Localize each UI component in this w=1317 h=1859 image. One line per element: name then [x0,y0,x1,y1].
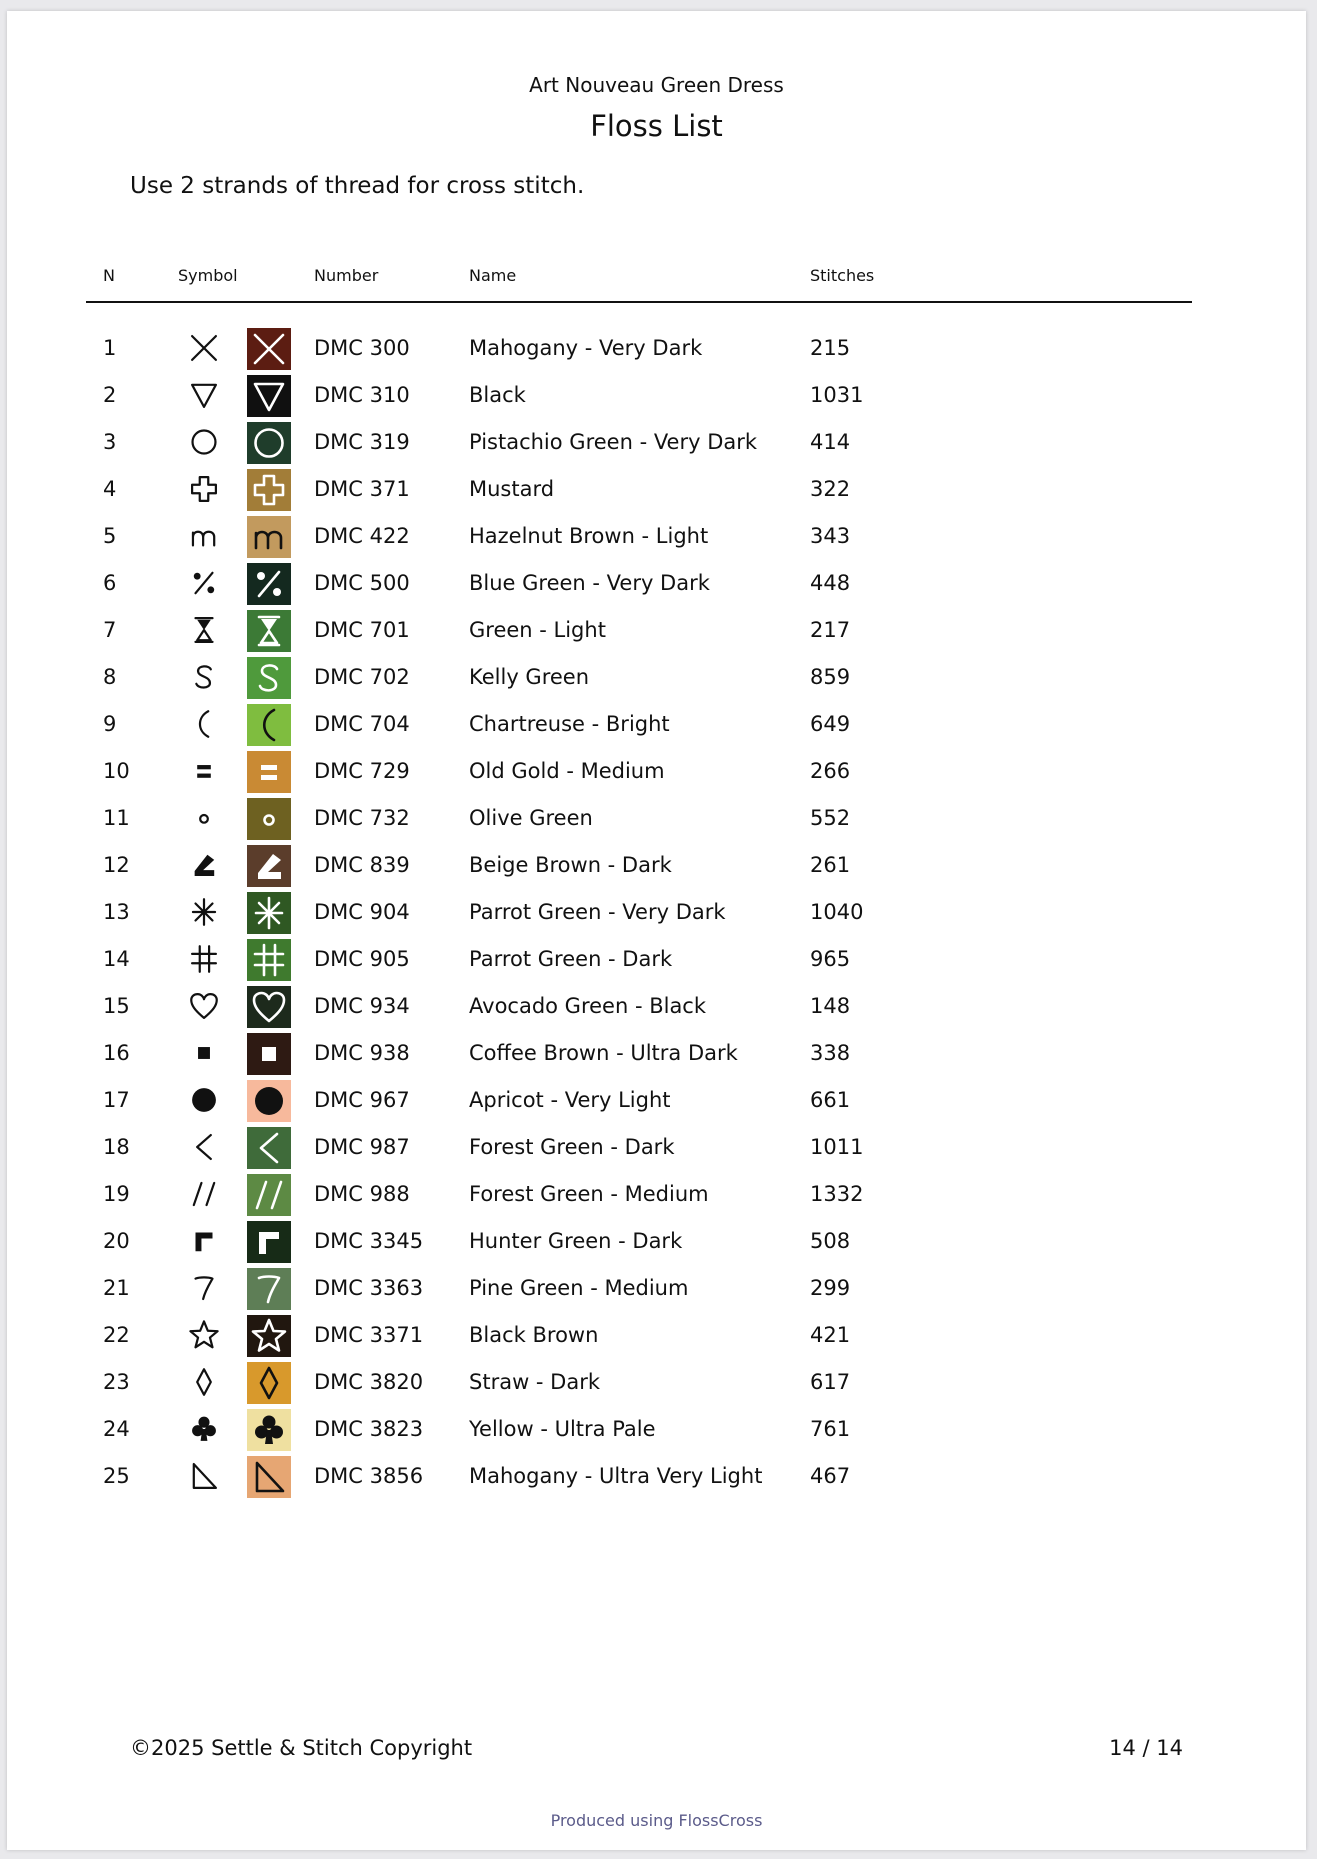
color-swatch [247,845,291,887]
table-row [7,985,1306,1032]
angle-icon [187,848,221,882]
floss-name: Black [469,383,526,407]
floss-number: DMC 732 [314,806,410,830]
triangle-down-icon [187,378,221,412]
header-number: Number [314,266,379,285]
square-icon [187,1036,221,1070]
floss-name: Straw - Dark [469,1370,601,1394]
row-number: 24 [103,1417,130,1441]
floss-name: Mustard [469,477,555,501]
floss-number: DMC 3823 [314,1417,424,1441]
floss-name: Parrot Green - Very Dark [469,900,726,924]
table-row [7,1267,1306,1314]
color-swatch [247,1268,291,1310]
stitch-count: 661 [810,1088,851,1112]
floss-name: Mahogany - Very Dark [469,336,703,360]
table-row [7,1126,1306,1173]
hourglass-icon [187,613,221,647]
floss-number: DMC 702 [314,665,410,689]
floss-number: DMC 704 [314,712,410,736]
stitch-count: 467 [810,1464,851,1488]
star-icon [187,1318,221,1352]
floss-name: Beige Brown - Dark [469,853,672,877]
color-swatch [247,328,291,370]
row-number: 5 [103,524,117,548]
color-swatch [247,1409,291,1451]
row-number: 21 [103,1276,130,1300]
percent-icon [187,566,221,600]
floss-name: Avocado Green - Black [469,994,707,1018]
heart-icon [187,989,221,1023]
floss-number: DMC 3856 [314,1464,424,1488]
floss-name: Pine Green - Medium [469,1276,689,1300]
floss-name: Parrot Green - Dark [469,947,673,971]
s-icon [187,660,221,694]
floss-number: DMC 500 [314,571,410,595]
floss-number: DMC 839 [314,853,410,877]
double-slash-icon [187,1177,221,1211]
document-page [7,11,1306,1850]
table-row [7,656,1306,703]
row-number: 6 [103,571,117,595]
floss-number: DMC 701 [314,618,410,642]
floss-name: Forest Green - Medium [469,1182,709,1206]
color-swatch [247,1315,291,1357]
floss-name: Black Brown [469,1323,599,1347]
row-number: 10 [103,759,130,783]
color-swatch [247,751,291,793]
table-row [7,468,1306,515]
header-symbol: Symbol [178,266,238,285]
stitch-count: 261 [810,853,851,877]
header-divider [86,301,1192,303]
row-number: 14 [103,947,130,971]
floss-name: Olive Green [469,806,593,830]
stitch-count: 508 [810,1229,851,1253]
row-number: 9 [103,712,117,736]
floss-name: Mahogany - Ultra Very Light [469,1464,763,1488]
page-number: 14 / 14 [1109,1736,1183,1760]
color-swatch [247,1080,291,1122]
floss-number: DMC 3345 [314,1229,424,1253]
table-row [7,1220,1306,1267]
color-swatch [247,375,291,417]
row-number: 11 [103,806,130,830]
hash-icon [187,942,221,976]
floss-number: DMC 422 [314,524,410,548]
table-row [7,703,1306,750]
table-row [7,797,1306,844]
stitch-count: 1040 [810,900,864,924]
stitch-count: 761 [810,1417,851,1441]
equals-icon [187,754,221,788]
color-swatch [247,892,291,934]
row-number: 22 [103,1323,130,1347]
seven-icon [187,1271,221,1305]
page-title: Floss List [590,109,723,143]
row-number: 7 [103,618,117,642]
table-row [7,1173,1306,1220]
row-number: 20 [103,1229,130,1253]
row-number: 1 [103,336,117,360]
row-number: 25 [103,1464,130,1488]
floss-name: Old Gold - Medium [469,759,665,783]
row-number: 15 [103,994,130,1018]
cross-icon [187,331,221,365]
copyright-text: ©2025 Settle & Stitch Copyright [130,1736,473,1760]
floss-number: DMC 905 [314,947,410,971]
color-swatch [247,469,291,511]
diamond-icon [187,1365,221,1399]
row-number: 16 [103,1041,130,1065]
m-icon [187,519,221,553]
floss-number: DMC 938 [314,1041,410,1065]
floss-number: DMC 3363 [314,1276,424,1300]
right-triangle-icon [187,1459,221,1493]
floss-number: DMC 300 [314,336,410,360]
table-row [7,609,1306,656]
table-row [7,938,1306,985]
table-row [7,1032,1306,1079]
stitch-count: 215 [810,336,851,360]
stitch-count: 266 [810,759,851,783]
table-row [7,374,1306,421]
stitch-count: 649 [810,712,851,736]
color-swatch [247,1127,291,1169]
floss-number: DMC 967 [314,1088,410,1112]
row-number: 19 [103,1182,130,1206]
row-number: 13 [103,900,130,924]
stitch-count: 859 [810,665,851,689]
stitch-count: 343 [810,524,851,548]
small-circle-icon [187,801,221,835]
club-icon [187,1412,221,1446]
less-than-icon [187,1130,221,1164]
floss-number: DMC 934 [314,994,410,1018]
floss-table [7,327,1306,1502]
row-number: 4 [103,477,117,501]
table-row [7,1455,1306,1502]
color-swatch [247,1456,291,1498]
floss-number: DMC 729 [314,759,410,783]
instructions-text: Use 2 strands of thread for cross stitch. [130,173,585,199]
floss-number: DMC 904 [314,900,410,924]
color-swatch [247,563,291,605]
floss-name: Blue Green - Very Dark [469,571,710,595]
table-row [7,327,1306,374]
stitch-count: 448 [810,571,851,595]
stitch-count: 617 [810,1370,851,1394]
stitch-count: 1332 [810,1182,864,1206]
floss-name: Yellow - Ultra Pale [469,1417,656,1441]
floss-name: Coffee Brown - Ultra Dark [469,1041,738,1065]
row-number: 18 [103,1135,130,1159]
stitch-count: 217 [810,618,851,642]
floss-number: DMC 371 [314,477,410,501]
plus-outline-icon [187,472,221,506]
color-swatch [247,657,291,699]
table-row [7,515,1306,562]
row-number: 17 [103,1088,130,1112]
color-swatch [247,422,291,464]
color-swatch [247,1033,291,1075]
row-number: 23 [103,1370,130,1394]
color-swatch [247,1174,291,1216]
floss-name: Forest Green - Dark [469,1135,675,1159]
produced-by-text: Produced using FlossCross [550,1811,763,1830]
table-row [7,844,1306,891]
stitch-count: 1031 [810,383,864,407]
floss-number: DMC 3820 [314,1370,424,1394]
row-number: 12 [103,853,130,877]
row-number: 2 [103,383,117,407]
paren-icon [187,707,221,741]
table-row [7,750,1306,797]
row-number: 3 [103,430,117,454]
stitch-count: 965 [810,947,851,971]
table-row [7,1408,1306,1455]
floss-name: Pistachio Green - Very Dark [469,430,758,454]
floss-name: Green - Light [469,618,606,642]
row-number: 8 [103,665,117,689]
dot-icon [187,1083,221,1117]
floss-number: DMC 987 [314,1135,410,1159]
floss-name: Kelly Green [469,665,590,689]
header-stitches: Stitches [810,266,875,285]
asterisk-icon [187,895,221,929]
color-swatch [247,986,291,1028]
floss-number: DMC 319 [314,430,410,454]
table-row [7,421,1306,468]
stitch-count: 421 [810,1323,851,1347]
header-n: N [103,266,115,285]
color-swatch [247,939,291,981]
stitch-count: 322 [810,477,851,501]
color-swatch [247,1221,291,1263]
table-row [7,1361,1306,1408]
floss-name: Chartreuse - Bright [469,712,670,736]
stitch-count: 299 [810,1276,851,1300]
stitch-count: 338 [810,1041,851,1065]
table-row [7,1314,1306,1361]
floss-number: DMC 988 [314,1182,410,1206]
corner-icon [187,1224,221,1258]
table-row [7,891,1306,938]
circle-icon [187,425,221,459]
table-row [7,1079,1306,1126]
color-swatch [247,798,291,840]
pattern-title: Art Nouveau Green Dress [529,73,784,97]
color-swatch [247,516,291,558]
floss-name: Hazelnut Brown - Light [469,524,709,548]
color-swatch [247,704,291,746]
floss-number: DMC 3371 [314,1323,424,1347]
header-name: Name [469,266,517,285]
color-swatch [247,1362,291,1404]
floss-name: Apricot - Very Light [469,1088,671,1112]
stitch-count: 414 [810,430,851,454]
stitch-count: 148 [810,994,851,1018]
floss-number: DMC 310 [314,383,410,407]
stitch-count: 552 [810,806,851,830]
stitch-count: 1011 [810,1135,864,1159]
floss-name: Hunter Green - Dark [469,1229,683,1253]
table-row [7,562,1306,609]
color-swatch [247,610,291,652]
